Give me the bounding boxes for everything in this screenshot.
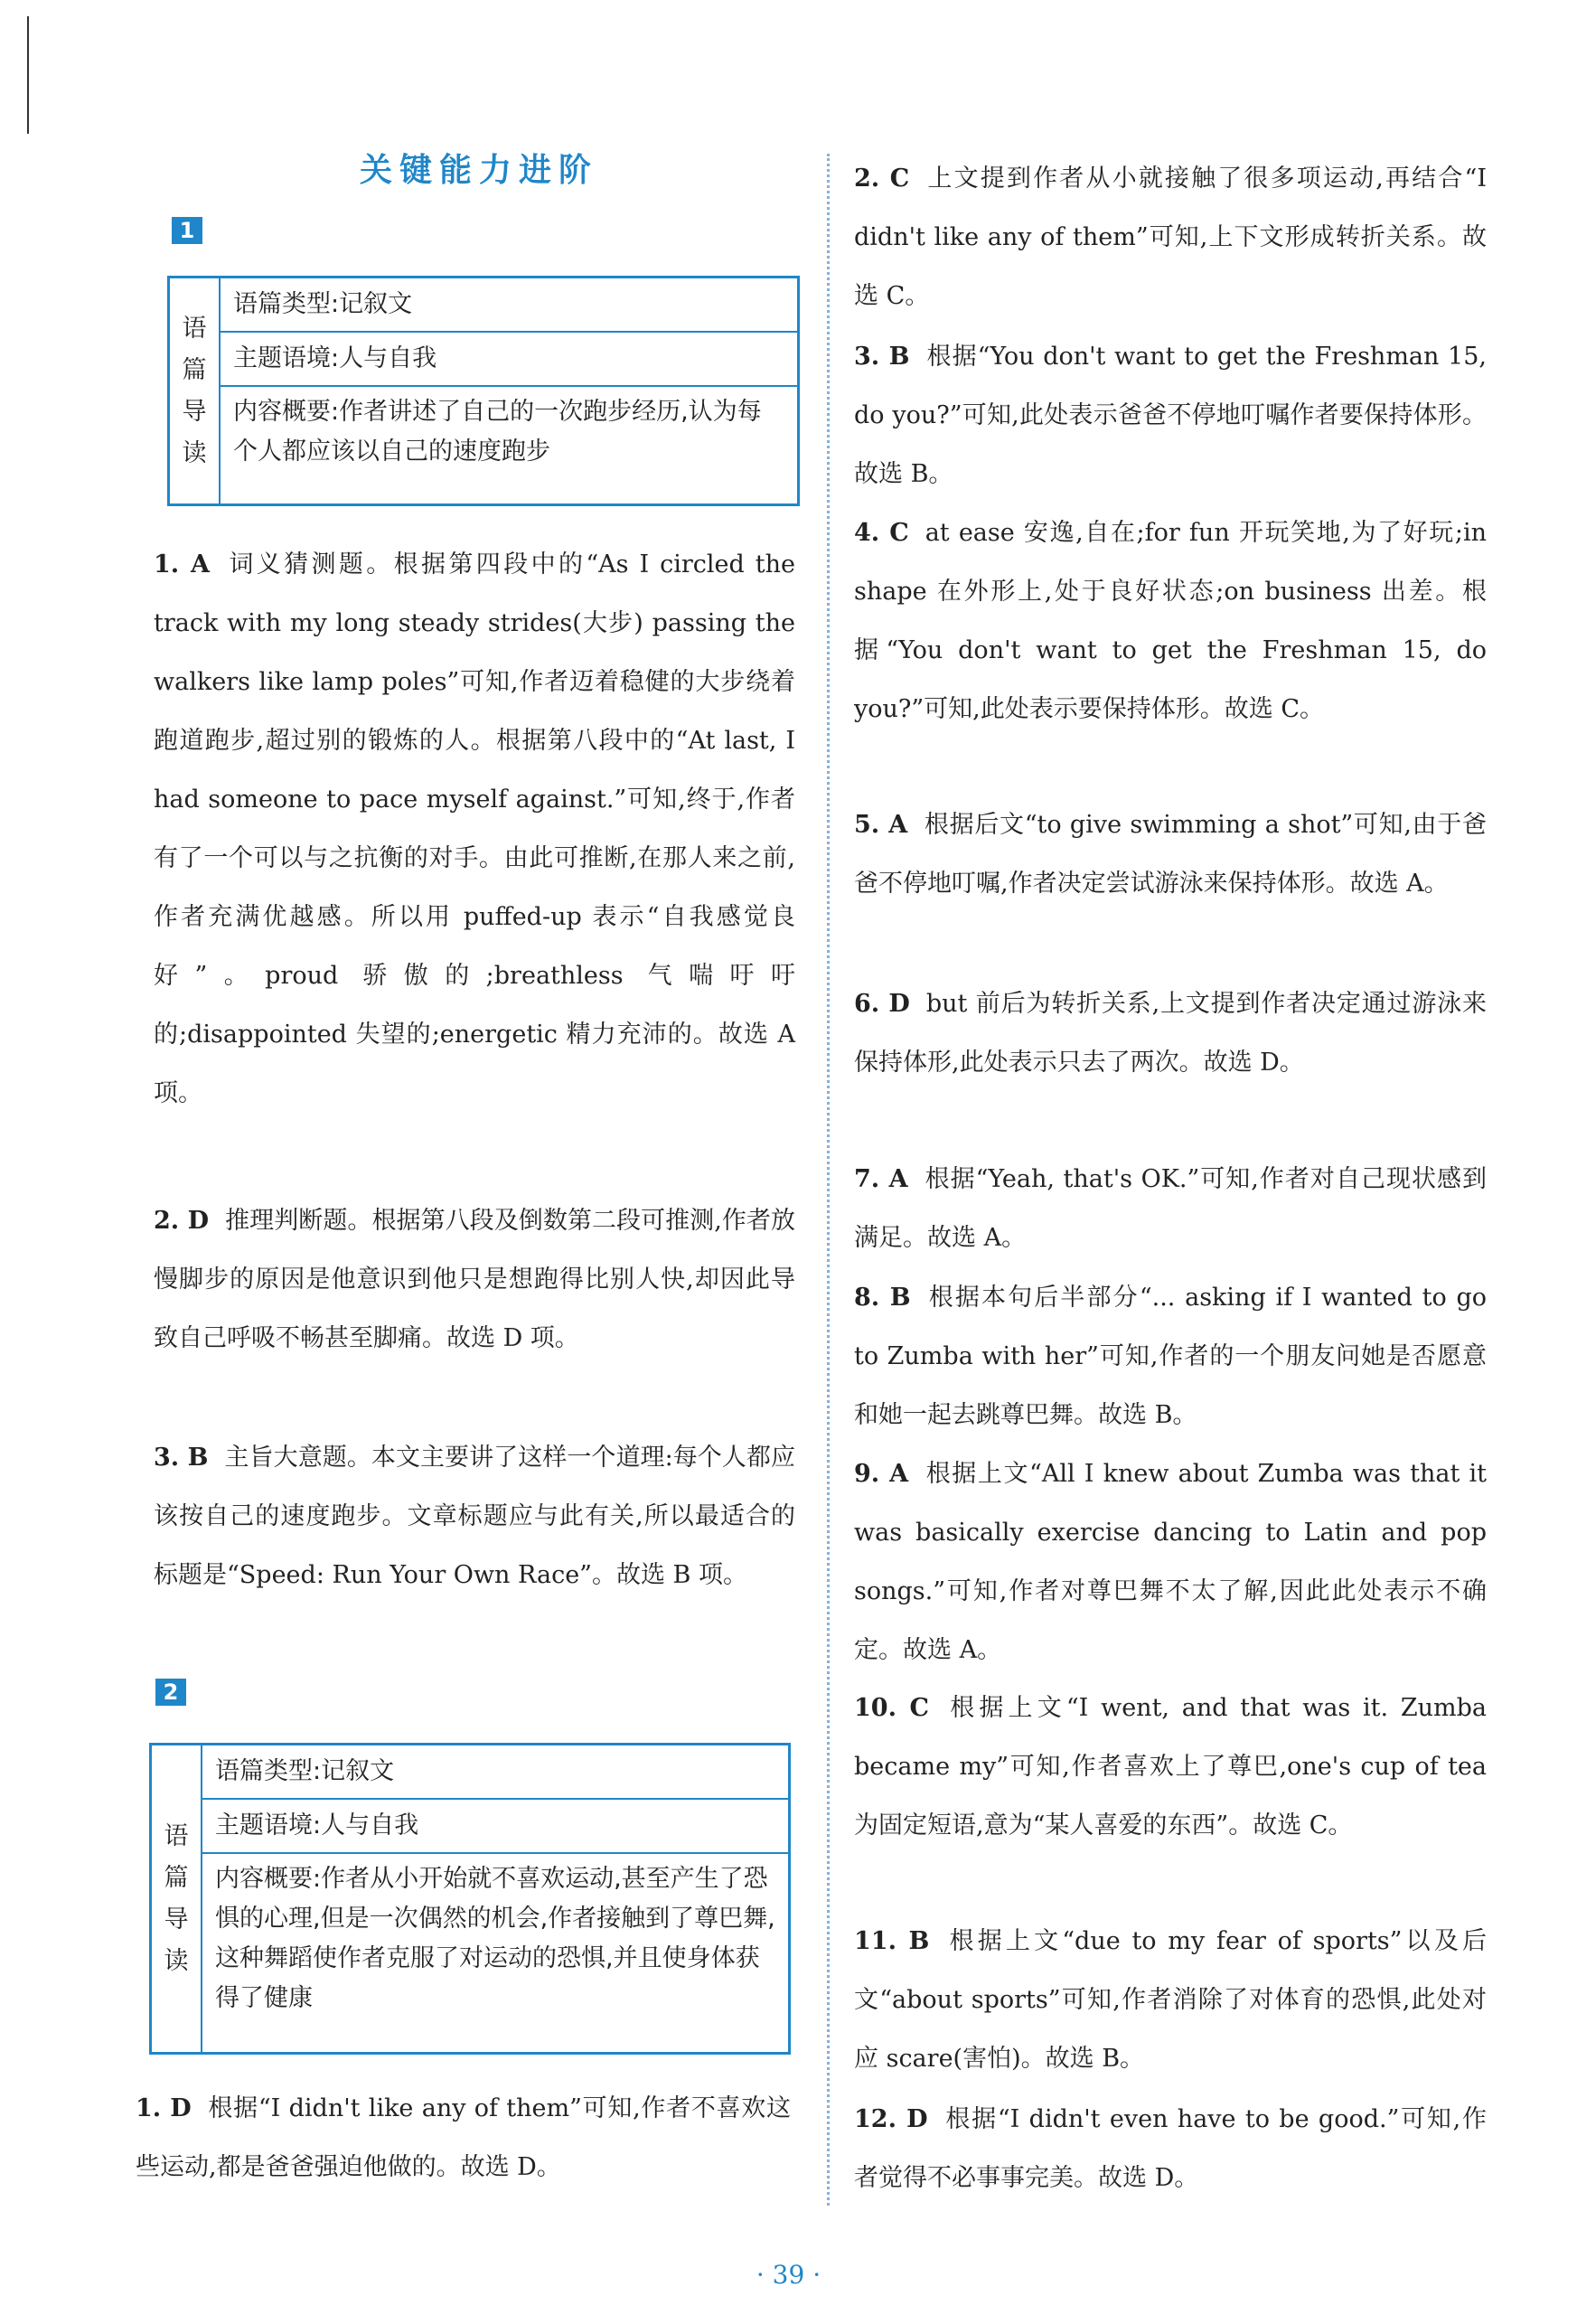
passage-2-info-box xyxy=(149,1743,791,2055)
passage-2-type: 语篇类型:记叙文 xyxy=(202,1745,788,1800)
passage-1-type: 语篇类型:记叙文 xyxy=(221,278,797,333)
answer-item: 10. C 根据上文“I went, and that was it. Zumba became my”可知,作者喜欢上了尊巴,one's cup of tea 为固定短语,意为“某人喜爱的东西”。故选 C。 xyxy=(854,1694,1487,1839)
passage-1-theme: 主题语境:人与自我 xyxy=(221,333,797,387)
answer-item: 9. A 根据上文“All I knew about Zumba was that it was basically exercise dancing to Latin and pop songs.”可知,作者对尊巴舞不太了解,因此此处表示不确定。故选 A。 xyxy=(854,1460,1487,1664)
answer-item: 1. A 词义猜测题。根据第四段中的“As I circled the track with my long steady strides(大步) passing the walkers like lamp poles”可知,作者迈着稳健的大步绕着跑道跑步,超过别的锻炼的人。根据第八段中的“At last, I had someone to pace myself against.”可知,终于,作者有了一个可以与之抗衡的对手。由此可推断,在那人来之前,作者充满优越感。所以用 puffed-up 表示“自我感觉良好”。proud 骄傲的;breathless 气喘吁吁的;disappointed 失望的;energetic 精力充沛的。故选 A 项。 xyxy=(154,550,795,1107)
answer-item: 1. D 根据“I didn't like any of them”可知,作者不喜欢这些运动,都是爸爸强迫他做的。故选 D。 xyxy=(136,2094,791,2181)
answer-item: 11. B 根据上文“due to my fear of sports”以及后文“about sports”可知,作者消除了对体育的恐惧,此处对应 scare(害怕)。故选 B。 xyxy=(854,1927,1487,2073)
passage-1-badge: 1 xyxy=(172,217,202,244)
passage-1-summary: 内容概要:作者讲述了自己的一次跑步经历,认为每个人都应该以自己的速度跑步 xyxy=(233,398,762,466)
answer-item: 5. A 根据后文“to give swimming a shot”可知,由于爸爸不停地叮嘱,作者决定尝试游泳来保持体形。故选 A。 xyxy=(854,811,1487,898)
margin-rule xyxy=(27,16,29,134)
passage-2-badge: 2 xyxy=(155,1679,186,1706)
passage-2-summary: 内容概要:作者从小开始就不喜欢运动,甚至产生了恐惧的心理,但是一次偶然的机会,作者接触到了尊巴舞,这种舞蹈使作者克服了对运动的恐惧,并且使身体获得了健康 xyxy=(215,1865,775,2012)
answer-item: 3. B 根据“You don't want to get the Freshman 15, do you?”可知,此处表示爸爸不停地叮嘱作者要保持体形。故选 B。 xyxy=(854,343,1487,488)
passage-2-theme: 主题语境:人与自我 xyxy=(202,1800,788,1854)
answer-item: 7. A 根据“Yeah, that's OK.”可知,作者对自己现状感到满足。故选 A。 xyxy=(854,1165,1488,1252)
answer-item: 2. C 上文提到作者从小就接触了很多项运动,再结合“I didn't like any of them”可知,上下文形成转折关系。故选 C。 xyxy=(854,165,1487,310)
section-title: 关键能力进阶 xyxy=(359,152,598,189)
passage-1-side-label: 语 篇 导 读 xyxy=(170,278,221,503)
answer-item: 4. C at ease 安逸,自在;for fun 开玩笑地,为了好玩;in shape 在外形上,处于良好状态;on business 出差。根据“You don't want to get the Freshman 15, do you?”可知,此处表示要保持体形。故选 C。 xyxy=(854,519,1488,723)
passage-2-side-label: 语 篇 导 读 xyxy=(152,1745,202,2052)
answer-item: 3. B 主旨大意题。本文主要讲了这样一个道理:每个人都应该按自己的速度跑步。文章标题应与此有关,所以最适合的标题是“Speed: Run Your Own Race”。故选 B 项。 xyxy=(154,1444,795,1589)
answer-item: 12. D 根据“I didn't even have to be good.”可知,作者觉得不必事事完美。故选 D。 xyxy=(854,2105,1488,2192)
column-divider xyxy=(827,154,830,2206)
answer-item: 8. B 根据本句后半部分“... asking if I wanted to go to Zumba with her”可知,作者的一个朋友问她是否愿意和她一起去跳尊巴舞。故选 B。 xyxy=(854,1284,1487,1429)
page-number: · 39 · xyxy=(756,2260,821,2290)
answer-item: 2. D 推理判断题。根据第八段及倒数第二段可推测,作者放慢脚步的原因是他意识到他只是想跑得比别人快,却因此导致自己呼吸不畅甚至脚痛。故选 D 项。 xyxy=(154,1207,795,1352)
passage-1-info-box xyxy=(167,276,800,506)
answer-item: 6. D but 前后为转折关系,上文提到作者决定通过游泳来保持体形,此处表示只去了两次。故选 D。 xyxy=(854,990,1487,1077)
